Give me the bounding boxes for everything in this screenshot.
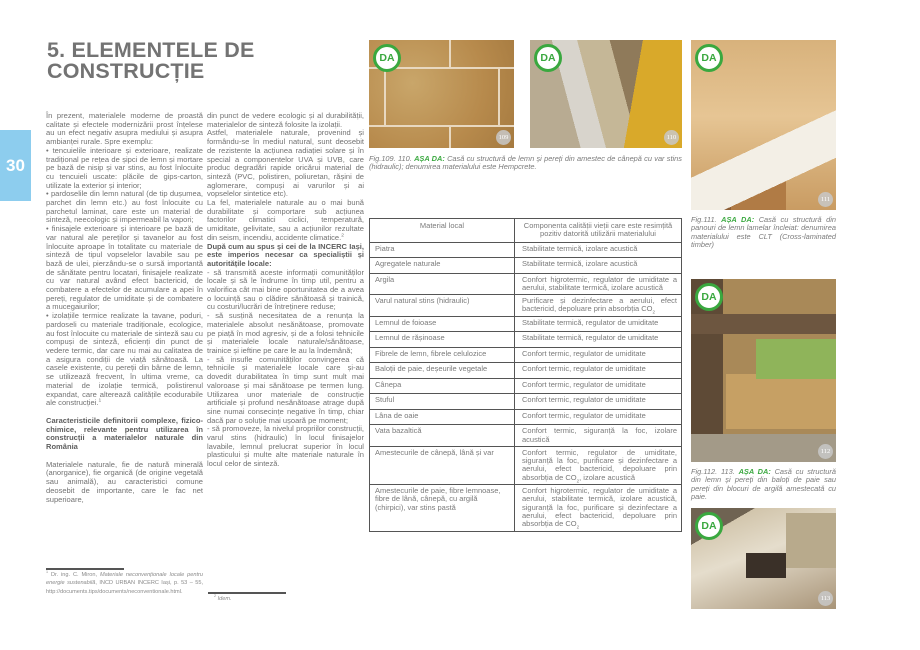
paragraph: Astfel, materialele naturale, provenind și formându-se în mediul natural, sunt deosebit de rezistente la acțiunea radiației solare și în special a componentelor UVA și UVB, care produc degradări rapide oricărui material de sinteză (PVC, polistiren, poliuretan, rășini de aglomerare, compuși ai varurilor și ai vopselelor sintetice etc). bbox=[207, 128, 364, 199]
benefit-cell: Confort termic, siguranță la foc, izolare acustică bbox=[515, 425, 682, 447]
footnote-ref: 2 bbox=[341, 233, 344, 239]
footnote-divider bbox=[46, 568, 124, 570]
text-column-2 bbox=[207, 112, 364, 469]
dash-item: - să insufle comunităților convingerea că tehnicile și materialele locale care și-au dovedit durabilitatea în timp sunt mult mai valoroase și mai sănătoase pe termen lung. Utilizarea unor materiale de construcție artificiale și profund nesănătoase atrage după sine numai consecințe negative în timp, chiar dacă par o soluție mai ușoară pe moment; bbox=[207, 354, 364, 425]
figure-number: 111 bbox=[818, 192, 833, 207]
material-cell: Piatra bbox=[370, 242, 515, 258]
footnote-number: 1 bbox=[46, 570, 49, 575]
photo-hempcrete-wall bbox=[369, 40, 514, 148]
da-badge: DA bbox=[695, 283, 723, 311]
paragraph: Materialele naturale, fie de natură minerală (anorganice), fie organică (de origine vegetală sau animală), au caracteristici comune deosebit de importante, care le fac net superioare, bbox=[46, 459, 203, 504]
figure-caption-109-110 bbox=[369, 155, 682, 172]
footnote-text: Idem. bbox=[216, 596, 232, 602]
footnote-title: Materiale neconvenționale locale pentru energie sustenabilă bbox=[46, 572, 203, 587]
column-header-material: Material local bbox=[370, 219, 515, 243]
table-row bbox=[370, 363, 682, 379]
benefit-cell: Confort termic, regulator de umiditate bbox=[515, 378, 682, 394]
page-title-line1: 5. ELEMENTELE DE bbox=[47, 38, 255, 62]
table-row bbox=[370, 242, 682, 258]
paragraph: din punct de vedere ecologic și al durabilității, materialelor de sinteză folosite la izolații. bbox=[207, 111, 364, 129]
caption-text: Casă cu structură din lemn și pereți din baloți de paie sau pereți din blocuri de argilă amestecată cu paie. bbox=[691, 467, 836, 501]
table-row bbox=[370, 394, 682, 410]
caption-tag: AȘA DA: bbox=[414, 154, 445, 163]
table-row bbox=[370, 273, 682, 295]
table-header-row bbox=[370, 219, 682, 243]
benefit-cell bbox=[515, 295, 682, 317]
paragraph bbox=[207, 199, 364, 243]
benefit-cell: Confort higrotermic, regulator de umiditate a aerului, stabilitate termică, izolare acustică bbox=[515, 273, 682, 295]
table-row bbox=[370, 295, 682, 317]
material-cell: Lemnul de rășinoase bbox=[370, 332, 515, 348]
material-cell: Baloții de paie, deșeurile vegetale bbox=[370, 363, 515, 379]
bullet-item: • finisajele exterioare și interioare pe bază de var natural ale pereților și tavanelor au fost înlocuite aproape în totalitate cu materiale de sinteză de tipul vopselelor lavabile sau pe bază de ulei, pierzându-se o sursă importantă de sănătate pentru locatari, finisajele realizate cu var natural având efect bactericid, de combatere a efectelor de acumulare a apei în pereți, regulator de umiditate și de combatere a mucegaiurilor; bbox=[46, 224, 203, 312]
page-number-tab bbox=[0, 130, 31, 201]
figure-number: 110 bbox=[664, 130, 679, 145]
caption-prefix: Fig.109. 110. bbox=[369, 154, 415, 163]
material-cell: Argila bbox=[370, 273, 515, 295]
footnote-author: Dr. ing. C. Miron, bbox=[48, 572, 100, 578]
material-cell: Varul natural stins (hidraulic) bbox=[370, 295, 515, 317]
footnote-1 bbox=[46, 571, 203, 596]
page-title bbox=[47, 40, 347, 82]
benefit-cell bbox=[515, 446, 682, 484]
material-cell: Lâna de oaie bbox=[370, 409, 515, 425]
table-row bbox=[370, 425, 682, 447]
caption-text: Casă cu structură din panouri de lemn lamelar încleiat: denumirea materialului este CLT (Cross-laminated timber) bbox=[691, 215, 836, 249]
figure-number: 113 bbox=[818, 591, 833, 606]
photo-hempcrete-construction bbox=[530, 40, 682, 148]
material-cell: Fibrele de lemn, fibrele celulozice bbox=[370, 347, 515, 363]
material-cell: Stuful bbox=[370, 394, 515, 410]
table-row bbox=[370, 485, 682, 531]
dash-item: - să susțină necesitatea de a renunța la materialele absolut nesănătoase, promovate pe piață în mod agresiv, și de a folosi tehnicile și materialele locale naturale/sănătoase, trainice și ieftine pe care le au la îndemână; bbox=[207, 311, 364, 355]
footnote-number: 2 bbox=[214, 594, 217, 599]
subscript: 2 bbox=[576, 524, 580, 530]
text-column-1 bbox=[46, 112, 203, 504]
footnote-divider bbox=[208, 592, 286, 594]
benefit-text: Confort termic, regulator de umiditate, siguranță la foc, purificare și dezinfectare a aerului, efect bactericid, depoluare prin absorbția de CO bbox=[522, 447, 677, 482]
figure-caption-112-113 bbox=[691, 468, 836, 501]
subscript: 2 bbox=[576, 478, 580, 484]
page-number: 30 bbox=[6, 155, 25, 175]
da-badge: DA bbox=[695, 44, 723, 72]
footnote-2 bbox=[214, 595, 364, 603]
emphasis-paragraph: După cum au spus și cei de la INCERC Iași, este imperios necesar ca specialiștii și autoritățile locale: bbox=[207, 241, 364, 268]
photo-clay-block-wall bbox=[691, 508, 836, 609]
da-badge: DA bbox=[534, 44, 562, 72]
photo-clt-interior bbox=[691, 40, 836, 210]
table-row bbox=[370, 446, 682, 484]
dash-item: - să promoveze, la nivelul propriilor construcții, varul stins (hidraulic) în locul finisajelor lavabile, lemnul prelucrat superior în locul plasticului și multe alte materiale naturale în locul celor de sinteză. bbox=[207, 424, 364, 469]
column-header-benefit: Componenta calității vieții care este resimțită pozitiv datorită utilizării materialului bbox=[515, 219, 682, 243]
table-row bbox=[370, 409, 682, 425]
benefit-text: Purificare și dezinfectare a aerului, efect bactericid, depoluare prin absorbția CO bbox=[522, 296, 677, 314]
benefit-cell bbox=[515, 485, 682, 531]
footnote-ref: 1 bbox=[98, 398, 102, 404]
caption-tag: AȘA DA: bbox=[721, 215, 755, 224]
figure-number: 109 bbox=[496, 130, 511, 145]
benefit-cell: Confort termic, regulator de umiditate bbox=[515, 347, 682, 363]
benefit-text-after: , izolare acustică bbox=[579, 472, 635, 482]
material-cell: Vata bazaltică bbox=[370, 425, 515, 447]
page-title-line2: CONSTRUCȚIE bbox=[47, 59, 205, 83]
material-cell: Cânepa bbox=[370, 378, 515, 394]
benefit-text: Confort higrotermic, regulator de umiditate a aerului, stabilitate termică, izolare acustică, siguranță la foc, purificare și dezinfectare a aerului, efect bactericid, depoluare prin absorbția de CO bbox=[522, 486, 677, 529]
material-cell: Amestecurile de paie, fibre lemnoase, fibre de lână, cânepă, cu argilă (chirpici), var stins pastă bbox=[370, 485, 515, 531]
dash-item: - să transmită aceste informații comunităților locale și să le îndrume în timp util, pentru a valorifica cât mai bine oportunitatea de a avea o locuință sau o clădire sănătoasă și trainică, cu costuri/lucrări de întreținere reduse; bbox=[207, 267, 364, 312]
paragraph-text: La fel, materialele naturale au o mai bună durabilitate și comportare sub acțiunea factorilor climatici ciclici, temperatură, umiditate, gelivitate, sau a acțiunilor rezultate din seism, incendiu, accidente climatice. bbox=[207, 198, 364, 242]
caption-text: Casă cu structură de lemn și pereți din amestec de cânepă cu var stins (hidraulic); denumirea materialului este Hempcrete. bbox=[369, 154, 682, 172]
table-row bbox=[370, 347, 682, 363]
footnote-source: , INCD URBAN INCERC Iași, p. 53 – 55, http://documents.tips/documents/neconventionale.html. bbox=[46, 580, 204, 595]
photo-straw-bale-wall bbox=[691, 279, 836, 462]
caption-tag: AȘA DA: bbox=[738, 467, 771, 476]
benefit-cell: Stabilitate termică, izolare acustică bbox=[515, 258, 682, 274]
paragraph: În prezent, materialele moderne de proastă calitate și efectele modernizării prost înțelese au un efect negativ asupra mediului și asupra ambianței rurale. Spre exemplu: bbox=[46, 111, 203, 147]
benefit-cell: Confort termic, regulator de umiditate bbox=[515, 409, 682, 425]
da-badge: DA bbox=[373, 44, 401, 72]
subscript: 2 bbox=[652, 309, 656, 315]
materials-table bbox=[369, 218, 682, 532]
table-row bbox=[370, 316, 682, 332]
da-badge: DA bbox=[695, 512, 723, 540]
benefit-cell: Stabilitate termică, izolare acustică bbox=[515, 242, 682, 258]
material-cell: Agregatele naturale bbox=[370, 258, 515, 274]
table-row bbox=[370, 258, 682, 274]
figure-number: 112 bbox=[818, 444, 833, 459]
bullet-item bbox=[46, 312, 203, 408]
caption-prefix: Fig.111. bbox=[691, 215, 722, 224]
section-subheading: Caracteristicile definitorii complexe, fizico-chimice, relevante pentru utilizarea în construcții a materialelor naturale din România bbox=[46, 415, 203, 452]
benefit-cell: Stabilitate termică, regulator de umiditate bbox=[515, 332, 682, 348]
benefit-cell: Confort termic, regulator de umiditate bbox=[515, 363, 682, 379]
benefit-cell: Confort termic, regulator de umiditate bbox=[515, 394, 682, 410]
figure-caption-111 bbox=[691, 216, 836, 249]
benefit-cell: Stabilitate termică, regulator de umiditate bbox=[515, 316, 682, 332]
bullet-text: • izolațiile termice realizate la tavane, poduri, pardoseli cu materiale tradiționale, ecologice, au fost înlocuite cu materiale de sinteză sau cu compuși de sinteză, eficienți din punct de vedere termic, dar care nu mai au calitatea de a asigura condiții de viață sănătoasă. La casele existente, cu pereții din bârne de lemn, se utilizează frecvent, în ultima vreme, ca material de izolație termică, polistirenul expandat, care alterează calitățile ecodurabile ale construcției. bbox=[46, 311, 203, 408]
bullet-item: • tencuielile interioare și exterioare, realizate tradițional pe rețea de șipci de lemn și mortare pe bază de nisip și var stins, au fost înlocuite cu tencuieli uscate: plăcile de gips-carton, utilizate la exterior și interior; bbox=[46, 145, 203, 190]
material-cell: Lemnul de foioase bbox=[370, 316, 515, 332]
bullet-item: • pardoselile din lemn natural (de tip dușumea, parchet din lemn etc.) au fost înlocuite cu parchetul laminat, care este un material de sinteză, neecologic și impermeabil la vapori; bbox=[46, 189, 203, 225]
caption-prefix: Fig.112. 113. bbox=[691, 467, 739, 476]
material-cell: Amestecurile de cânepă, lână și var bbox=[370, 446, 515, 484]
table-row bbox=[370, 332, 682, 348]
table-row bbox=[370, 378, 682, 394]
